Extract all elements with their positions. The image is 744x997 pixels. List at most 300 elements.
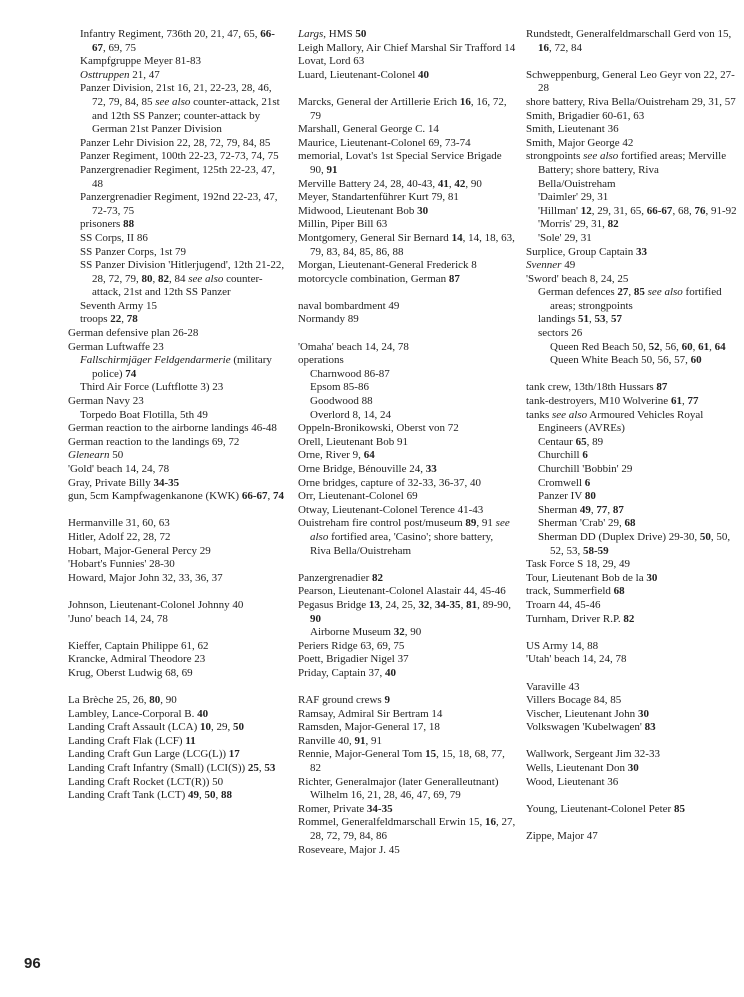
index-entry: [68, 572, 286, 586]
entry-text: tanks: [526, 408, 552, 421]
entry-text: ,: [429, 598, 435, 611]
index-entry: [526, 653, 738, 667]
index-entry: [298, 776, 516, 803]
entry-text: , 89: [586, 435, 604, 448]
bold-page-ref: 30: [627, 762, 639, 775]
bold-page-ref: 27: [617, 286, 629, 299]
bold-page-ref: 40: [418, 68, 430, 81]
index-entry: [298, 599, 516, 626]
entry-text: , 89-90,: [477, 598, 511, 611]
entry-text: 'Daimler' 29, 31: [538, 191, 609, 204]
index-entry: [298, 816, 516, 843]
index-entry: [298, 341, 516, 355]
entry-text: Infantry Regiment, 736th 20, 21, 47, 65,: [80, 28, 261, 40]
italic-text: see also: [155, 95, 191, 108]
entry-text: Surplice, Group Captain: [526, 245, 636, 258]
entry-text: Richter, Generalmajor (later Generalleutnant) Wilhelm 16, 21, 28, 46, 47, 69, 79: [298, 775, 499, 802]
entry-text: Goodwood 88: [310, 395, 373, 408]
entry-text: German reaction to the landings 69, 72: [68, 435, 240, 448]
bold-page-ref: 17: [228, 748, 240, 761]
index-entry: [298, 463, 516, 477]
entry-text: Rundstedt, Generalfeldmarschall Gerd von 15,: [526, 28, 732, 40]
bold-page-ref: 80: [141, 272, 153, 285]
entry-text: ,: [267, 490, 273, 503]
italic-text: Fallschirmjäger Feldgendarmerie: [80, 354, 231, 367]
entry-spacer: [298, 327, 516, 341]
index-entry: [68, 558, 286, 572]
entry-text: , 69, 75: [103, 41, 136, 54]
entry-text: Panzergrenadier Regiment, 192nd 22-23, 47, 72-73, 75: [80, 191, 278, 217]
entry-text: Rommel, Generalfeldmarschall Erwin 15,: [298, 816, 485, 829]
entry-spacer: [68, 626, 286, 640]
entry-text: memorial, Lovat's 1st Special Service Brigade 90,: [298, 150, 502, 176]
bold-page-ref: 40: [197, 707, 209, 720]
entry-text: landings: [538, 313, 579, 326]
index-subentry: [526, 218, 738, 232]
entry-text: Krancke, Admiral Theodore 23: [68, 653, 206, 666]
entry-text: , 29, 31, 65,: [591, 204, 647, 217]
bold-page-ref: 30: [637, 707, 649, 720]
entry-text: Marcks, General der Artillerie Erich: [298, 95, 460, 108]
entry-text: 49: [561, 259, 576, 272]
index-entry: [526, 681, 738, 695]
index-entry: [298, 504, 516, 518]
bold-page-ref: 34-35: [366, 802, 393, 815]
entry-text: Panzer Lehr Division 22, 28, 72, 79, 84, 85: [80, 136, 271, 149]
index-subentry: [68, 246, 286, 260]
italic-text: see also: [310, 517, 510, 543]
bold-page-ref: 50: [355, 28, 367, 40]
entry-spacer: [298, 286, 516, 300]
bold-page-ref: 30: [646, 571, 658, 584]
index-subentry: [68, 232, 286, 246]
index-entry: [526, 110, 738, 124]
entry-text: Turnham, Driver R.P.: [526, 612, 624, 625]
index-entry: [298, 490, 516, 504]
entry-text: Ranville 40,: [298, 734, 355, 747]
bold-page-ref: 77: [596, 503, 608, 516]
entry-text: Otway, Lieutenant-Colonel Terence 41-43: [298, 503, 484, 516]
entry-text: ,: [607, 503, 613, 516]
entry-text: ,: [605, 313, 612, 326]
entry-spacer: [68, 585, 286, 599]
index-entry: [298, 42, 516, 56]
entry-text: Third Air Force (Luftflotte 3) 23: [80, 381, 224, 394]
bold-page-ref: 22: [110, 313, 122, 326]
entry-text: Morgan, Lieutenant-General Frederick 8: [298, 259, 477, 272]
entry-text: Orne bridges, capture of 32-33, 36-37, 40: [298, 476, 481, 489]
entry-text: Orell, Lieutenant Bob 91: [298, 435, 408, 448]
index-entry: [68, 789, 286, 803]
entry-text: Landing Craft Tank (LCT): [68, 789, 188, 802]
italic-text: see also: [188, 272, 224, 285]
entry-text: , 90: [160, 694, 177, 707]
index-entry: [526, 273, 738, 287]
index-subentry: [526, 436, 738, 450]
entry-text: , HMS: [323, 28, 356, 40]
index-column-1: [68, 28, 286, 803]
index-subentry: [68, 218, 286, 232]
index-subentry: [526, 449, 738, 463]
bold-page-ref: 68: [613, 585, 625, 598]
index-entry: [526, 803, 738, 817]
index-subentry: [526, 477, 738, 491]
entry-text: Troarn 44, 45-46: [526, 598, 601, 611]
entry-text: ,: [681, 395, 688, 408]
bold-page-ref: 61: [698, 340, 710, 353]
index-subentry: [68, 55, 286, 69]
index-entry: [526, 409, 738, 436]
entry-text: Orr, Lieutenant-Colonel 69: [298, 490, 418, 503]
bold-page-ref: 76: [694, 204, 706, 217]
bold-page-ref: 41: [437, 177, 449, 190]
index-entry: [68, 517, 286, 531]
bold-page-ref: 90: [310, 612, 321, 625]
entry-text: Epsom 85-86: [310, 381, 369, 394]
bold-page-ref: 88: [221, 789, 232, 802]
entry-text: 'Hillman': [538, 204, 581, 217]
bold-page-ref: 85: [633, 286, 645, 299]
index-entry: [68, 653, 286, 667]
page-number: 96: [24, 955, 41, 972]
entry-text: , 50, 52, 53,: [550, 530, 731, 557]
index-entry: [526, 246, 738, 260]
index-entry: [68, 735, 286, 749]
entry-text: Queen Red Beach 50,: [550, 340, 649, 353]
entry-spacer: [526, 368, 738, 382]
entry-text: Landing Craft Assault (LCA): [68, 721, 200, 734]
bold-page-ref: 9: [384, 694, 390, 707]
bold-page-ref: 58-59: [583, 544, 609, 557]
entry-text: ,: [215, 789, 221, 802]
bold-page-ref: 91: [326, 163, 338, 176]
entry-text: , 14, 18, 63, 79, 83, 84, 85, 86, 88: [310, 231, 515, 258]
entry-spacer: [298, 82, 516, 96]
entry-text: Task Force S 18, 29, 49: [526, 558, 631, 571]
bold-page-ref: 66-67: [241, 490, 268, 503]
entry-text: La Brèche 25, 26,: [68, 694, 150, 707]
entry-text: Meyer, Standartenführer Kurt 79, 81: [298, 191, 459, 204]
entry-text: Wells, Lieutenant Don: [526, 762, 628, 775]
index-entry: [298, 748, 516, 775]
index-subentry: [298, 381, 516, 395]
bold-page-ref: 87: [612, 503, 624, 516]
index-subentry: [526, 504, 738, 518]
index-subentry: [68, 137, 286, 151]
index-entry: [68, 640, 286, 654]
entry-text: Tour, Lieutenant Bob de la: [526, 571, 647, 584]
index-entry: [526, 585, 738, 599]
entry-text: Kampfgruppe Meyer 81-83: [80, 55, 201, 68]
bold-page-ref: 40: [384, 666, 396, 679]
entry-text: Hermanville 31, 60, 63: [68, 517, 170, 530]
entry-text: Panzergrenadier Regiment, 125th 22-23, 47, 48: [80, 163, 275, 190]
entry-text: Churchill: [538, 449, 583, 462]
entry-spacer: [526, 735, 738, 749]
entry-text: US Army 14, 88: [526, 639, 599, 652]
index-subentry: [68, 409, 286, 423]
entry-text: Smith, Major George 42: [526, 136, 634, 149]
index-column-2: [298, 28, 516, 857]
entry-text: ,: [628, 286, 634, 299]
index-subentry: [68, 69, 286, 83]
entry-text: RAF ground crews: [298, 694, 385, 707]
entry-text: German Luftwaffe 23: [68, 340, 164, 353]
entry-text: Panzer Regiment, 100th 22-23, 72-73, 74, 75: [80, 150, 279, 163]
bold-page-ref: 12: [580, 204, 592, 217]
entry-text: , 90: [465, 177, 482, 190]
bold-page-ref: 83: [644, 721, 656, 734]
entry-text: Leigh Mallory, Air Chief Marshal Sir Trafford 14: [298, 41, 516, 54]
index-entry: [526, 640, 738, 654]
bold-page-ref: 34-35: [434, 598, 461, 611]
entry-text: Sherman DD (Duplex Drive) 29-30,: [538, 530, 700, 543]
entry-text: motorcycle combination, German: [298, 272, 449, 285]
index-subentry: [526, 327, 738, 341]
entry-text: prisoners: [80, 218, 124, 231]
entry-text: Varaville 43: [526, 680, 580, 693]
italic-text: Largs: [298, 28, 324, 40]
entry-text: Cromwell: [538, 476, 585, 489]
index-entry: [68, 667, 286, 681]
bold-page-ref: 88: [123, 218, 135, 231]
entry-text: Torpedo Boat Flotilla, 5th 49: [80, 408, 208, 421]
bold-page-ref: 52: [648, 340, 660, 353]
index-entry: [298, 232, 516, 259]
entry-text: SS Panzer Division 'Hitlerjugend', 12th 21-22, 28, 72, 79,: [80, 259, 285, 285]
entry-text: Centaur: [538, 435, 576, 448]
entry-spacer: [298, 681, 516, 695]
index-entry: [526, 776, 738, 790]
entry-text: Landing Craft Gun Large (LCG(L)): [68, 748, 229, 761]
bold-page-ref: 65: [575, 435, 587, 448]
bold-page-ref: 61: [670, 395, 682, 408]
index-entry: [298, 667, 516, 681]
bold-page-ref: 89: [465, 517, 477, 530]
index-entry: [298, 69, 516, 83]
index-subentry: [526, 205, 738, 219]
index-entry: [68, 776, 286, 790]
bold-page-ref: 77: [687, 395, 699, 408]
entry-text: 'Utah' beach 14, 24, 78: [526, 653, 627, 666]
entry-text: , 29,: [210, 721, 233, 734]
entry-text: Smith, Brigadier 60-61, 63: [526, 109, 645, 122]
entry-text: , 68,: [672, 204, 695, 217]
entry-text: Vischer, Lieutenant John: [526, 707, 638, 720]
index-entry: [68, 599, 286, 613]
entry-text: Rennie, Major-General Tom: [298, 748, 426, 761]
index-entry: [298, 123, 516, 137]
entry-text: naval bombardment 49: [298, 299, 400, 312]
bold-page-ref: 16: [484, 816, 496, 829]
entry-text: Hobart, Major-General Percy 29: [68, 544, 211, 557]
index-entry: [298, 273, 516, 287]
entry-text: operations: [298, 354, 344, 367]
bold-page-ref: 74: [272, 490, 284, 503]
index-entry: [298, 137, 516, 151]
index-entry: [68, 490, 286, 504]
index-entry: [526, 150, 738, 191]
entry-text: Ramsay, Admiral Sir Bertram 14: [298, 707, 443, 720]
entry-text: ,: [590, 503, 597, 516]
bold-page-ref: 15: [425, 748, 437, 761]
bold-page-ref: 78: [126, 313, 138, 326]
index-entry: [298, 28, 516, 42]
index-entry: [298, 735, 516, 749]
entry-text: Midwood, Lieutenant Bob: [298, 204, 418, 217]
entry-text: Luard, Lieutenant-Colonel: [298, 68, 419, 81]
bold-page-ref: 80: [149, 694, 161, 707]
index-entry: [298, 640, 516, 654]
entry-text: gun, 5cm Kampfwagenkanone (KWK): [68, 490, 242, 503]
index-subentry: [68, 164, 286, 191]
bold-page-ref: 66-67: [92, 28, 275, 54]
entry-text: Sherman 'Crab' 29,: [538, 517, 625, 530]
bold-page-ref: 82: [158, 272, 169, 285]
entry-text: fortified area, 'Casino'; shore battery, Riva Bella/Ouistreham: [310, 530, 494, 557]
entry-text: 'Juno' beach 14, 24, 78: [68, 612, 168, 625]
index-entry: [526, 694, 738, 708]
entry-text: Overlord 8, 14, 24: [310, 408, 391, 421]
entry-text: Lambley, Lance-Corporal B.: [68, 707, 198, 720]
index-entry: [526, 762, 738, 776]
index-entry: [68, 395, 286, 409]
index-entry: [68, 463, 286, 477]
index-entry: [526, 28, 738, 55]
index-entry: [298, 259, 516, 273]
index-entry: [68, 748, 286, 762]
entry-text: Panzergrenadier: [298, 571, 373, 584]
index-entry: [298, 517, 516, 558]
index-entry: [298, 653, 516, 667]
index-entry: [298, 191, 516, 205]
index-entry: [526, 572, 738, 586]
bold-page-ref: 66-67: [646, 204, 673, 217]
index-entry: [68, 531, 286, 545]
entry-text: ,: [692, 340, 699, 353]
bold-page-ref: 80: [584, 490, 596, 503]
entry-text: Volkswagen 'Kubelwagen': [526, 721, 645, 734]
entry-text: Kieffer, Captain Philippe 61, 62: [68, 639, 209, 652]
entry-text: counter-attack, 21st and 12th SS Panzer: [92, 272, 263, 299]
bold-page-ref: 33: [635, 245, 647, 258]
index-entry: [526, 381, 738, 395]
bold-page-ref: 25: [247, 762, 259, 775]
index-entry: [526, 96, 738, 110]
bold-page-ref: 6: [584, 476, 591, 489]
index-subentry: [298, 409, 516, 423]
index-entry: [298, 803, 516, 817]
entry-text: Orne Bridge, Bénouville 24,: [298, 463, 426, 475]
index-entry: [298, 436, 516, 450]
index-entry: [68, 477, 286, 491]
index-entry: [68, 708, 286, 722]
entry-text: Zippe, Major 47: [526, 830, 598, 843]
entry-text: ,: [199, 789, 205, 802]
entry-spacer: [526, 667, 738, 681]
entry-text: 'Hobart's Funnies' 28-30: [68, 558, 175, 571]
bold-page-ref: 64: [363, 449, 375, 462]
bold-page-ref: 42: [454, 177, 466, 190]
index-entry: [298, 708, 516, 722]
bold-page-ref: 11: [185, 734, 196, 747]
italic-text: see also: [551, 408, 588, 421]
index-subentry: [68, 150, 286, 164]
entry-spacer: [68, 504, 286, 518]
entry-text: , 72, 84: [549, 41, 582, 54]
index-entry: [68, 449, 286, 463]
entry-text: Smith, Lieutenant 36: [526, 123, 619, 136]
entry-text: 'Morris' 29, 31,: [538, 218, 608, 231]
entry-spacer: [526, 816, 738, 830]
entry-text: Pegasus Bridge: [298, 598, 369, 611]
entry-text: ,: [448, 177, 455, 190]
index-entry: [298, 55, 516, 69]
bold-page-ref: 82: [372, 571, 384, 584]
italic-text: see also: [647, 286, 683, 299]
entry-text: German defences: [538, 286, 618, 299]
entry-text: tank crew, 13th/18th Hussars: [526, 381, 657, 394]
entry-text: Maurice, Lieutenant-Colonel 69, 73-74: [298, 136, 471, 149]
index-entry: [68, 341, 286, 355]
entry-text: track, Summerfield: [526, 585, 614, 598]
entry-spacer: [526, 55, 738, 69]
entry-text: Landing Craft Flak (LCF): [68, 734, 186, 747]
index-subentry: [526, 354, 738, 368]
bold-page-ref: 6: [582, 449, 588, 462]
index-subentry: [526, 490, 738, 504]
bold-page-ref: 16: [538, 41, 549, 54]
entry-text: , 84: [169, 272, 189, 285]
entry-text: ,: [258, 762, 265, 775]
bold-page-ref: 33: [425, 463, 437, 475]
index-subentry: [68, 300, 286, 314]
bold-page-ref: 85: [673, 802, 685, 815]
entry-text: SS Panzer Corps, 1st 79: [80, 245, 187, 258]
entry-text: Oppeln-Bronikowski, Oberst von 72: [298, 422, 459, 435]
index-entry: [298, 585, 516, 599]
entry-spacer: [298, 558, 516, 572]
entry-text: ,: [460, 598, 467, 611]
entry-text: ,: [121, 313, 127, 326]
index-entry: [526, 613, 738, 627]
index-entry: [526, 708, 738, 722]
index-entry: [298, 721, 516, 735]
entry-text: fortified areas; Merville Battery; shore battery, Riva Bella/Ouistreham: [538, 150, 727, 190]
entry-text: strongpoints: [526, 150, 584, 163]
bold-page-ref: 49: [188, 789, 199, 802]
index-entry: [526, 69, 738, 96]
index-subentry: [526, 463, 738, 477]
entry-text: , 56,: [659, 340, 682, 353]
index-entry: [68, 721, 286, 735]
entry-text: sectors 26: [538, 327, 583, 340]
entry-text: 'Omaha' beach 14, 24, 78: [298, 340, 409, 353]
index-subentry: [68, 28, 286, 55]
index-entry: [68, 422, 286, 436]
index-subentry: [526, 531, 738, 558]
entry-text: Landing Craft Rocket (LCT(R)) 50: [68, 775, 224, 788]
entry-spacer: [68, 681, 286, 695]
index-subentry: [526, 341, 738, 355]
bold-page-ref: 60: [690, 354, 702, 367]
bold-page-ref: 16: [459, 95, 471, 108]
index-entry: [526, 137, 738, 151]
bold-page-ref: 13: [368, 598, 380, 611]
entry-text: 21, 47: [129, 68, 160, 81]
bold-page-ref: 32: [418, 598, 430, 611]
bold-page-ref: 87: [448, 272, 460, 285]
